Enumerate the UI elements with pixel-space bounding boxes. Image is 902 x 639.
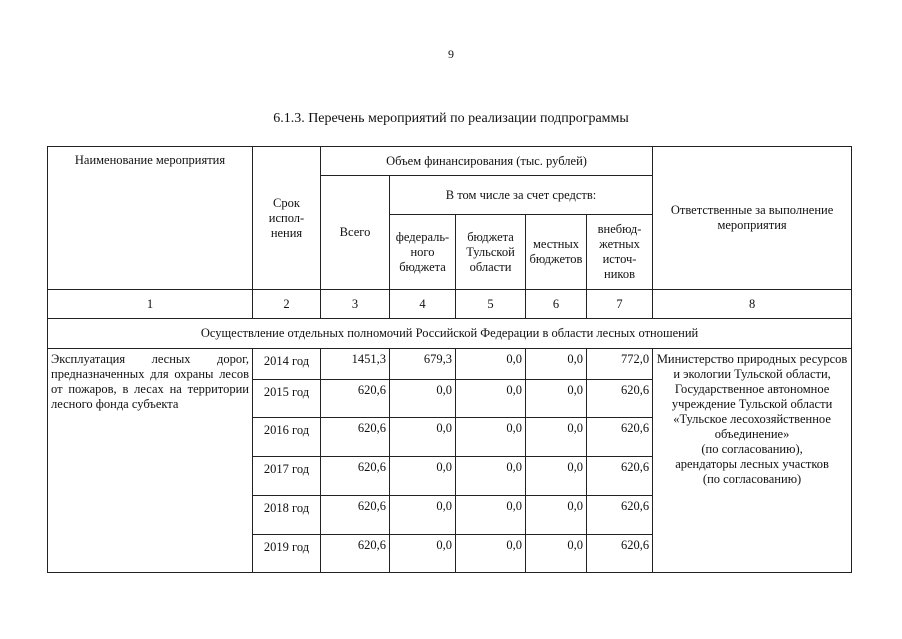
column-number-row xyxy=(48,290,852,319)
extra-cell: 620,6 xyxy=(587,380,653,418)
header-term: Срок испол- нения xyxy=(253,147,321,290)
regional-cell: 0,0 xyxy=(456,535,526,573)
header-including: В том числе за счет средств: xyxy=(390,176,653,215)
federal-cell: 0,0 xyxy=(390,496,456,535)
header-activity: Наименование мероприятия xyxy=(48,147,253,290)
column-number: 5 xyxy=(456,290,526,319)
total-cell: 1451,3 xyxy=(321,349,390,380)
table-title: 6.1.3. Перечень мероприятий по реализации подпрограммы xyxy=(273,111,629,126)
total-cell: 620,6 xyxy=(321,457,390,496)
local-cell: 0,0 xyxy=(526,349,587,380)
year-cell: 2016 год xyxy=(253,418,321,457)
column-number: 2 xyxy=(253,290,321,319)
responsible-parties: Министерство природных ресурсов и экологии Тульской области, Государственное автономное учреждение Тульской области «Тульское лесохозяйственное объединение» (по согласованию), арендаторы лесных участков (по согласованию) xyxy=(653,349,852,573)
extra-cell: 620,6 xyxy=(587,457,653,496)
local-cell: 0,0 xyxy=(526,380,587,418)
header-funding: Объем финансирования (тыс. рублей) xyxy=(321,147,653,176)
local-cell: 0,0 xyxy=(526,496,587,535)
year-cell: 2015 год xyxy=(253,380,321,418)
year-cell: 2017 год xyxy=(253,457,321,496)
total-cell: 620,6 xyxy=(321,496,390,535)
header-regional: бюджета Тульской области xyxy=(456,215,526,290)
header-federal: федераль- ного бюджета xyxy=(390,215,456,290)
regional-cell: 0,0 xyxy=(456,496,526,535)
federal-cell: 679,3 xyxy=(390,349,456,380)
extra-cell: 620,6 xyxy=(587,418,653,457)
total-cell: 620,6 xyxy=(321,418,390,457)
measures-table xyxy=(47,146,852,573)
page-number: 9 xyxy=(448,47,454,61)
regional-cell: 0,0 xyxy=(456,457,526,496)
total-cell: 620,6 xyxy=(321,380,390,418)
column-number: 3 xyxy=(321,290,390,319)
federal-cell: 0,0 xyxy=(390,457,456,496)
section-title: Осуществление отдельных полномочий Российской Федерации в области лесных отношений xyxy=(48,319,852,349)
regional-cell: 0,0 xyxy=(456,380,526,418)
regional-cell: 0,0 xyxy=(456,418,526,457)
local-cell: 0,0 xyxy=(526,457,587,496)
activity-name: Эксплуатация лесных дорог, предназначенных для охраны лесов от пожаров, в лесах на территории лесного фонда субъекта xyxy=(48,349,253,573)
extra-cell: 772,0 xyxy=(587,349,653,380)
header-extra: внебюд- жетных источ- ников xyxy=(587,215,653,290)
table-row xyxy=(48,349,852,380)
column-number: 1 xyxy=(48,290,253,319)
federal-cell: 0,0 xyxy=(390,380,456,418)
column-number: 6 xyxy=(526,290,587,319)
local-cell: 0,0 xyxy=(526,418,587,457)
regional-cell: 0,0 xyxy=(456,349,526,380)
federal-cell: 0,0 xyxy=(390,418,456,457)
year-cell: 2018 год xyxy=(253,496,321,535)
extra-cell: 620,6 xyxy=(587,535,653,573)
total-cell: 620,6 xyxy=(321,535,390,573)
column-number: 7 xyxy=(587,290,653,319)
header-local: местных бюджетов xyxy=(526,215,587,290)
column-number: 4 xyxy=(390,290,456,319)
year-cell: 2019 год xyxy=(253,535,321,573)
extra-cell: 620,6 xyxy=(587,496,653,535)
local-cell: 0,0 xyxy=(526,535,587,573)
header-responsible: Ответственные за выполнение мероприятия xyxy=(653,147,852,290)
year-cell: 2014 год xyxy=(253,349,321,380)
header-total: Всего xyxy=(321,176,390,290)
federal-cell: 0,0 xyxy=(390,535,456,573)
column-number: 8 xyxy=(653,290,852,319)
